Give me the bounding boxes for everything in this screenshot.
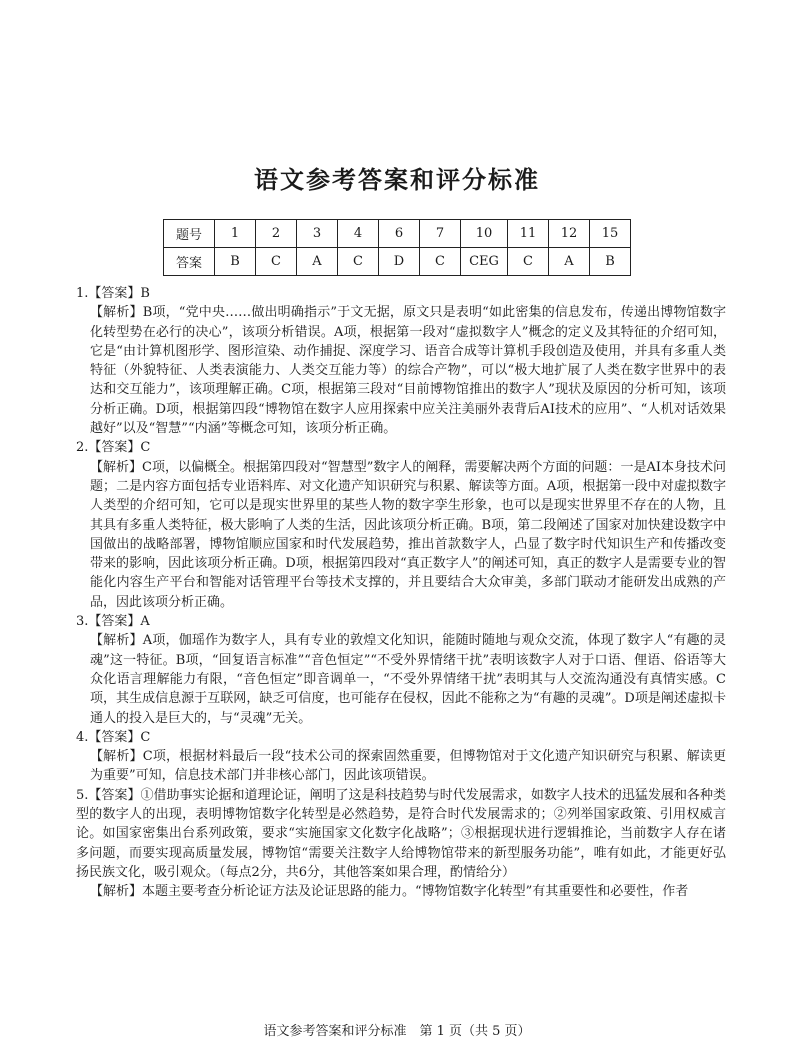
question-number: 5. [76, 787, 89, 803]
question-block [76, 728, 726, 786]
table-cell: 7 [420, 220, 461, 248]
table-cell: 4 [338, 220, 379, 248]
table-cell: C [420, 248, 461, 276]
row-header: 题号 [164, 220, 215, 248]
table-cell: C [338, 248, 379, 276]
table-cell: D [379, 248, 420, 276]
table-cell: CEG [461, 248, 508, 276]
table-cell: 1 [215, 220, 256, 248]
table-cell: A [549, 248, 590, 276]
question-block [76, 438, 726, 612]
answer-text: 【答案】C [88, 440, 151, 456]
question-number: 1. [76, 286, 89, 301]
table-cell: B [590, 248, 631, 276]
answer-table [163, 219, 631, 276]
explanation-text: 【解析】C项，以偏概全。根据第四段对“智慧型”数字人的阐释，需要解决两个方面的问题：一是AI本身技术问题；二是内容方面包括专业语料库、对文化遗产知识研究与积累、解读等方面。A项，根据第一段中对虚拟数字人类型的介绍可知，它可以是现实世界里的某些人物的数字孪生形象，也可以是现实世界里不存在的人物，且其具有多重人类特征，极大影响了人类的生活，因此该项分析正确。B项，第二段阐述了国家对加快建设数字中国做出的战略部署，博物馆顺应国家和时代发展趋势，推出首款数字人，凸显了数字时代知识生产和传播改变带来的影响，因此该项分析正确。D项，根据第四段对“真正数字人”的阐述可知，真正的数字人是需要专业的智能化内容生产平台和智能对话管理平台等技术支撑的，并且要结合大众审美，多部门联动才能研发出成熟的产品，因此该项分析正确。 [90, 459, 726, 610]
table-cell: C [508, 248, 549, 276]
answer-text: 【答案】①借助事实论据和道理论证，阐明了这是科技趋势与时代发展需求，如数字人技术的迅猛发展和各种类型的数字人的出现，表明博物馆数字化转型是必然趋势，是符合时代发展需求的；②列举国家政策、引用权威言论。如国家密集出台系列政策，要求“实施国家文化数字化战略”；③根据现状进行逻辑推论，当前数字人存在诸多问题，而要实现高质量发展，博物馆“需要关注数字人给博物馆带来的新型服务功能”，唯有如此，才能更好弘扬民族文化，吸引观众。（每点2分，共6分，其他答案如果合理，酌情给分） [76, 787, 726, 880]
question-number: 4. [76, 729, 89, 745]
explanation-text: 【解析】C项，根据材料最后一段“技术公司的探索固然重要，但博物馆对于文化遗产知识研究与积累、解读更为重要”可知，信息技术部门并非核心部门，因此该项错误。 [90, 749, 726, 784]
answer-line [76, 728, 726, 747]
table-cell: 15 [590, 220, 631, 248]
question-number: 3. [76, 614, 89, 630]
page-footer: 语文参考答案和评分标准 第 1 页（共 5 页） [263, 1024, 531, 1039]
table-cell: C [256, 248, 297, 276]
answer-line [76, 612, 726, 631]
answer-content [76, 284, 726, 902]
table-cell: 12 [549, 220, 590, 248]
explanation-text: 【解析】A项，伽瑶作为数字人，具有专业的敦煌文化知识，能随时随地与观众交流，体现了数字人“有趣的灵魂”这一特征。B项，“回复语言标准”“音色恒定”“不受外界情绪干扰”表明该数字人对于口语、俚语、俗语等大众化语言理解能力有限，“音色恒定”即音调单一，“不受外界情绪干扰”表明其与人交流沟通没有真情实感。C项，其生成信息源于互联网，缺乏可信度，也可能存在侵权，因此不能称之为“有趣的灵魂”。D项是阐述虚拟卡通人的投入是巨大的，与“灵魂”无关。 [90, 633, 726, 726]
explanation-text: 【解析】B项，“党中央……做出明确指示”于文无据，原文只是表明“如此密集的信息发布，传递出博物馆数字化转型势在必行的决心”，该项分析错误。A项，根据第一段对“虚拟数字人”概念的定义及其特征的介绍可知，它是“由计算机图形学、图形渲染、动作捕捉、深度学习、语音合成等计算机手段创造及使用，并具有多重人类特征（外貌特征、人类表演能力、人类交互能力等）的综合产物”，可以“极大地扩展了人类在数字世界中的表达和交互能力”，该项理解正确。C项，根据第三段对“目前博物馆推出的数字人”现状及原因的分析可知，该项分析正确。D项，根据第四段“博物馆在数字人应用探索中应关注美丽外表背后AI技术的应用”、“人机对话效果越好”以及“智慧”“内涵”等概念可知，该项分析正确。 [90, 305, 726, 437]
question-block [76, 786, 726, 902]
explanation-text: 【解析】本题主要考查分析论证方法及论证思路的能力。“博物馆数字化转型”有其重要性和必要性，作者 [90, 884, 689, 900]
answer-text: 【答案】B [88, 286, 150, 301]
question-block [76, 612, 726, 728]
table-cell: B [215, 248, 256, 276]
table-cell: 10 [461, 220, 508, 248]
answer-line [76, 438, 726, 457]
table-cell: 3 [297, 220, 338, 248]
table-cell: 11 [508, 220, 549, 248]
answer-text: 【答案】C [88, 729, 151, 745]
row-header: 答案 [164, 248, 215, 276]
question-block [76, 284, 726, 438]
page-title: 语文参考答案和评分标准 [254, 166, 540, 194]
table-cell: 6 [379, 220, 420, 248]
answer-line [76, 284, 726, 303]
table-cell: 2 [256, 220, 297, 248]
answer-line [76, 786, 726, 882]
table-cell: A [297, 248, 338, 276]
answer-row [164, 248, 631, 276]
answer-text: 【答案】A [88, 614, 150, 630]
question-number: 2. [76, 440, 89, 456]
question-number-row [164, 220, 631, 248]
